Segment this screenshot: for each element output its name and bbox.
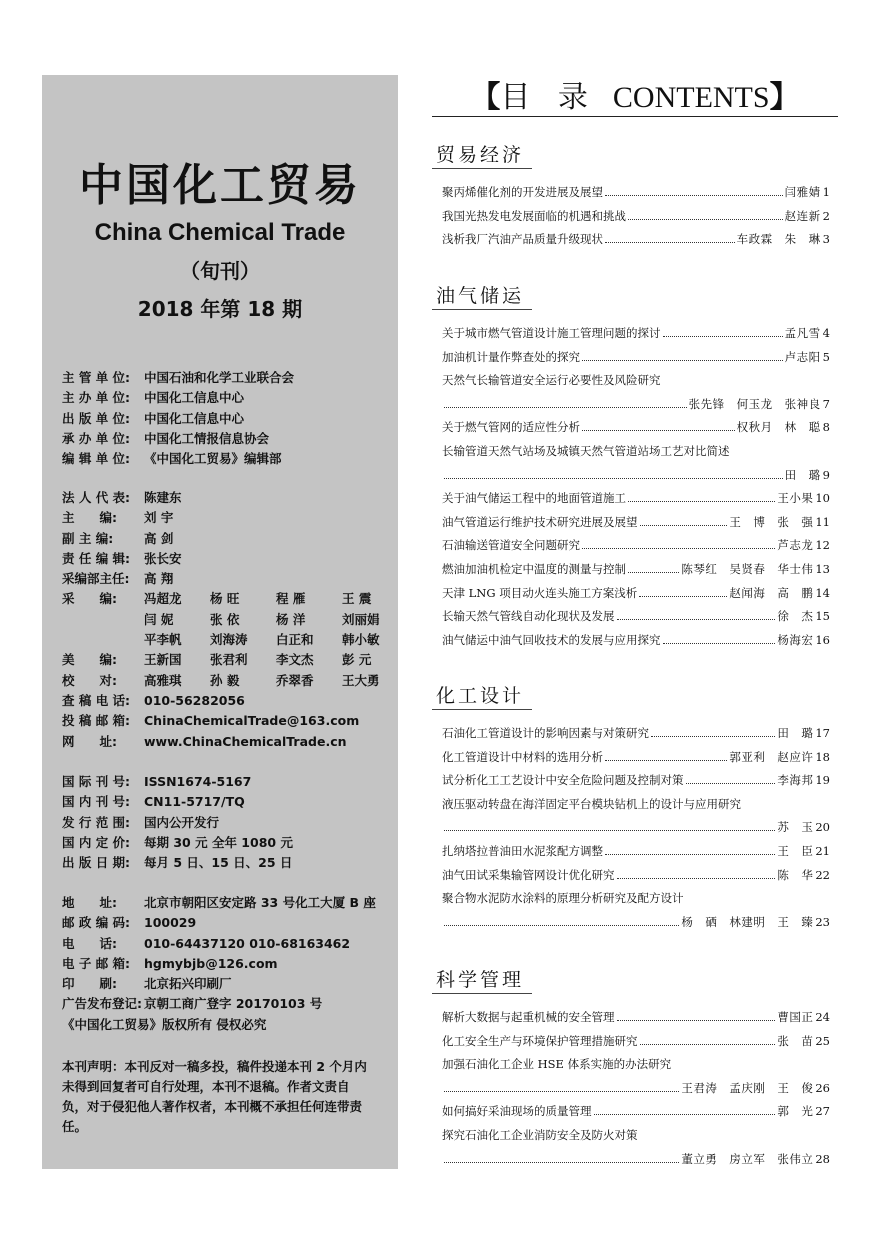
- toc-header-en: CONTENTS: [612, 81, 770, 114]
- staff-name: 乔翠香: [276, 672, 314, 688]
- toc-entry-page: 1: [822, 185, 830, 199]
- toc-entry-page: 8: [822, 420, 830, 435]
- info-label: 主 编:: [62, 510, 117, 526]
- staff-name: 张 依: [210, 611, 240, 627]
- info-label: 网 址:: [62, 733, 117, 749]
- info-value: 北京拓兴印刷厂: [144, 976, 232, 992]
- toc-entry[interactable]: [442, 419, 830, 439]
- leader-dots: [605, 186, 783, 196]
- leader-dots: [639, 587, 727, 597]
- section-underline: [432, 709, 532, 710]
- toc-entry-page: 19: [815, 773, 830, 788]
- toc-entry[interactable]: [442, 585, 830, 605]
- toc-entry[interactable]: [442, 843, 830, 863]
- toc-entry-page: 7: [822, 396, 830, 411]
- toc-entry-author: 苏 玉: [777, 820, 814, 835]
- leader-dots: [640, 1035, 776, 1045]
- info-row: [62, 1015, 386, 1035]
- info-row: [62, 569, 386, 589]
- staff-name: 杨 洋: [276, 611, 306, 627]
- toc-entry-page: 15: [815, 609, 830, 624]
- toc-entry-author: 张先锋 何玉龙 张神良: [688, 396, 821, 411]
- info-value: 010-64437120 010-68163462: [144, 935, 351, 951]
- toc-entry-author: 孟凡雪: [784, 326, 821, 340]
- leader-dots: [686, 774, 776, 784]
- info-row: [62, 549, 386, 569]
- toc-entry-title: 我国光热发电发展面临的机遇和挑战: [442, 208, 626, 223]
- info-value: 国内公开发行: [144, 814, 220, 830]
- leader-dots: [651, 727, 775, 737]
- info-row: [62, 368, 386, 388]
- toc-entry[interactable]: [442, 514, 830, 534]
- staff-name: 平李帆: [144, 632, 182, 648]
- toc-entry[interactable]: [442, 749, 830, 769]
- info-row: [62, 792, 386, 812]
- toc-entry-page: 12: [815, 538, 830, 553]
- toc-entry-page: 26: [815, 1080, 830, 1095]
- toc-entry-title[interactable]: 液压驱动转盘在海洋固定平台模块钻机上的设计与应用研究: [442, 796, 741, 811]
- section-title: 科学管理: [436, 969, 525, 991]
- staff-name: 彭 元: [342, 652, 372, 668]
- info-value: 中国石油和化学工业联合会: [144, 370, 295, 385]
- toc-entry-page: 18: [815, 749, 830, 764]
- toc-entry-title: 浅析我厂汽油产品质量升级现状: [442, 232, 603, 247]
- toc-entry-title: 加油机计量作弊查处的探究: [442, 349, 580, 364]
- info-label: 美 编:: [62, 652, 117, 668]
- toc-entry[interactable]: [442, 1151, 830, 1171]
- toc-entry-page: 9: [822, 467, 830, 482]
- info-value: ChinaChemicalTrade@163.com: [144, 713, 360, 729]
- info-value: 京朝工商广登字 20170103 号: [144, 996, 323, 1012]
- toc-entry[interactable]: [442, 208, 830, 228]
- info-row: [62, 488, 386, 508]
- toc-entry-title[interactable]: 探究石油化工企业消防安全及防火对策: [442, 1128, 638, 1142]
- info-label-spacer: [62, 630, 144, 650]
- info-label: 国 内 定 价:: [62, 834, 131, 850]
- magazine-frequency: （旬刊）: [180, 259, 260, 283]
- toc-entry-page: 10: [815, 491, 830, 506]
- info-label: 主 办 单 位:: [62, 390, 131, 406]
- leader-dots: [582, 351, 783, 361]
- bracket-left: 【: [470, 81, 501, 114]
- leader-dots: [444, 821, 775, 831]
- info-row: [62, 409, 386, 429]
- toc-entry-author: 董立勇 房立军 张伟立: [681, 1151, 814, 1166]
- info-value: 刘 宇: [144, 510, 174, 526]
- toc-entry-title: 解析大数据与起重机械的安全管理: [442, 1010, 615, 1024]
- info-row: [62, 954, 386, 974]
- info-label: 国 际 刊 号:: [62, 774, 131, 789]
- info-row: [62, 630, 386, 650]
- toc-entry-author: 郭 光: [777, 1104, 814, 1119]
- toc-entry-title: 关于油气储运工程中的地面管道施工: [442, 491, 626, 506]
- toc-entry[interactable]: [442, 349, 830, 369]
- toc-entry[interactable]: [442, 490, 830, 510]
- info-label: 出 版 日 期:: [62, 855, 131, 871]
- info-value: 每月 5 日、15 日、25 日: [144, 855, 293, 871]
- leader-dots: [628, 210, 783, 220]
- toc-entry[interactable]: [442, 608, 830, 628]
- info-row: [62, 610, 386, 630]
- info-label: 出 版 单 位:: [62, 410, 131, 426]
- toc-entry-author: 陈 华: [777, 867, 814, 882]
- toc-entry-title: 化工管道设计中材料的选用分析: [442, 749, 603, 764]
- staff-name: 李文杰: [276, 652, 314, 668]
- toc-entry[interactable]: [442, 914, 830, 934]
- staff-name: 韩小敏: [342, 632, 380, 648]
- staff-name: 冯超龙: [144, 591, 182, 607]
- toc-entry-page: 13: [815, 562, 830, 576]
- toc-entry-author: 杨 硒 林建明 王 臻: [681, 914, 814, 929]
- info-label: 责 任 编 辑:: [62, 550, 131, 566]
- info-value: hgmybjb@126.com: [144, 955, 278, 971]
- staff-name: 闫 妮: [144, 611, 174, 627]
- leader-dots: [582, 539, 775, 549]
- leader-dots: [444, 1153, 679, 1163]
- info-row: [62, 671, 386, 691]
- leader-dots: [617, 869, 776, 879]
- staff-name: 孙 毅: [210, 672, 240, 688]
- info-value: 010-56282056: [144, 692, 245, 708]
- toc-entry-page: 22: [815, 867, 830, 882]
- toc-header: [432, 72, 838, 116]
- toc-entry[interactable]: [442, 632, 830, 652]
- section-title: 贸易经济: [436, 144, 525, 166]
- leader-dots: [663, 634, 776, 644]
- staff-name: 刘丽娟: [342, 611, 380, 627]
- leader-dots: [628, 563, 679, 573]
- info-value: 每期 30 元 全年 1080 元: [144, 834, 293, 850]
- toc-divider: [432, 116, 838, 117]
- info-label: 国 内 刊 号:: [62, 794, 131, 810]
- toc-entry-title[interactable]: 长输管道天然气站场及城镇天然气管道站场工艺对比简述: [442, 444, 730, 458]
- info-label-spacer: [62, 610, 144, 630]
- staff-name: 刘海涛: [210, 632, 248, 648]
- info-label: 地 址:: [62, 895, 117, 910]
- toc-entry[interactable]: [442, 561, 830, 581]
- info-row: [62, 994, 386, 1014]
- bracket-right: 】: [769, 81, 800, 114]
- info-row: [62, 853, 386, 873]
- toc-entry-page: 16: [815, 632, 830, 647]
- toc-entry[interactable]: [442, 1080, 830, 1100]
- info-row: [62, 732, 386, 752]
- toc-entry-page: 20: [815, 820, 830, 835]
- toc-entry-title: 如何搞好采油现场的质量管理: [442, 1104, 592, 1119]
- toc-entry-page: 2: [822, 208, 830, 223]
- staff-name: 王大勇: [342, 672, 380, 688]
- info-value: [144, 589, 408, 609]
- info-value: 张长安: [144, 550, 182, 566]
- info-row: [62, 772, 386, 792]
- toc-entry-page: 11: [815, 514, 830, 529]
- toc-entry-title: 天津 LNG 项目动火连头施工方案浅析: [442, 585, 638, 600]
- info-value: ISSN1674-5167: [144, 774, 252, 789]
- info-value: 高 翔: [144, 571, 174, 587]
- leader-dots: [582, 421, 735, 431]
- info-row: [62, 711, 386, 731]
- publication-info: [62, 772, 386, 873]
- toc-entry-page: 17: [815, 726, 830, 740]
- toc-entry-page: 21: [815, 844, 830, 858]
- editorial-staff: [62, 488, 386, 752]
- info-value: 高 剑: [144, 530, 174, 546]
- info-value: 北京市朝阳区安定路 33 号化工大厦 B 座: [144, 895, 376, 910]
- magazine-title-en: China Chemical Trade: [94, 219, 346, 246]
- publisher-info: [62, 368, 386, 469]
- toc-entry[interactable]: [442, 325, 830, 345]
- leader-dots: [605, 845, 775, 855]
- info-label: 电 子 邮 箱:: [62, 955, 131, 971]
- toc-entry-page: 27: [815, 1104, 830, 1119]
- leader-dots: [628, 492, 775, 502]
- info-label: 邮 政 编 码:: [62, 915, 131, 931]
- info-value: 中国化工信息中心: [144, 410, 245, 426]
- info-value: 中国化工情报信息协会: [144, 430, 270, 446]
- toc-entry[interactable]: [442, 1009, 830, 1029]
- info-label: 副 主 编:: [62, 530, 114, 546]
- toc-entry-author: 徐 杰: [777, 609, 814, 624]
- section-underline: [432, 168, 532, 169]
- section-underline: [432, 993, 532, 994]
- toc-entry-page: 23: [815, 914, 830, 929]
- staff-name: 王 震: [342, 591, 372, 607]
- toc-entry-title: 石油输送管道安全问题研究: [442, 538, 580, 553]
- toc-entry-author: 赵连新: [784, 208, 821, 223]
- leader-dots: [444, 469, 783, 479]
- leader-dots: [605, 233, 735, 243]
- info-value: [144, 610, 408, 630]
- staff-name: 高雅琪: [144, 672, 182, 688]
- info-label: 承 办 单 位:: [62, 430, 131, 446]
- toc-entry-author: 王 臣: [777, 844, 814, 858]
- toc-entry-page: 3: [822, 232, 830, 247]
- toc-header-cn: 目 录: [500, 81, 598, 114]
- toc-entry-title: 聚丙烯催化剂的开发进展及展望: [442, 185, 603, 199]
- toc-entry-title: 扎纳塔拉普油田水泥浆配方调整: [442, 844, 603, 858]
- section-underline: [432, 309, 532, 310]
- toc-entry-title: 试分析化工工艺设计中安全危险问题及控制对策: [442, 773, 684, 788]
- info-label: 编 辑 单 位:: [62, 451, 131, 467]
- info-value: 中国化工信息中心: [144, 390, 245, 406]
- info-row: [62, 893, 386, 913]
- leader-dots: [605, 751, 727, 761]
- info-value: [144, 630, 408, 650]
- info-row: [62, 429, 386, 449]
- toc-entry-author: 李海邦: [777, 773, 814, 788]
- toc-entry-author: 闫雅婧: [784, 185, 821, 199]
- info-label: 法 人 代 表:: [62, 490, 131, 505]
- info-value: 《中国化工贸易》版权所有 侵权必究: [62, 1016, 267, 1032]
- info-label: 广告发布登记:: [62, 996, 142, 1012]
- info-value: [144, 671, 408, 691]
- section-title: 化工设计: [436, 685, 525, 707]
- info-row: [62, 589, 386, 609]
- toc-entry-title: 关于城市燃气管道设计施工管理问题的探讨: [442, 326, 661, 340]
- toc-entry-author: 权秋月 林 聪: [736, 420, 821, 435]
- leader-dots: [444, 1082, 679, 1092]
- contact-info: [62, 893, 386, 1035]
- toc-entry-author: 张 苗: [777, 1033, 814, 1048]
- leader-dots: [444, 398, 687, 408]
- toc-entry-page: 25: [815, 1033, 830, 1048]
- info-label: 主 管 单 位:: [62, 370, 131, 385]
- info-row: [62, 833, 386, 853]
- toc-entry-author: 田 璐: [784, 467, 821, 482]
- info-label: 校 对:: [62, 672, 117, 688]
- toc-entry-author: 车政霖 朱 琳: [736, 232, 821, 247]
- leader-dots: [663, 327, 783, 337]
- toc-entry-title[interactable]: 天然气长输管道安全运行必要性及风险研究: [442, 373, 661, 388]
- toc-entry[interactable]: [442, 867, 830, 887]
- toc-entry-title: 燃油加油机检定中温度的测量与控制: [442, 562, 626, 576]
- info-row: [62, 508, 386, 528]
- info-row: [62, 449, 386, 469]
- toc-entry-author: 王君涛 孟庆刚 王 俊: [681, 1080, 814, 1095]
- toc-entry-title: 石油化工管道设计的影响因素与对策研究: [442, 726, 649, 740]
- toc-entry-title[interactable]: 加强石油化工企业 HSE 体系实施的办法研究: [442, 1057, 672, 1072]
- info-label: 发 行 范 围:: [62, 814, 131, 830]
- toc-entry-author: 田 璐: [777, 726, 814, 740]
- info-label: 投 稿 邮 箱:: [62, 713, 131, 729]
- toc-entry-author: 王 博 张 强: [729, 514, 814, 529]
- magazine-issue: 2018 年第 18 期: [137, 297, 303, 321]
- toc-entry[interactable]: [442, 467, 830, 487]
- toc-entry[interactable]: [442, 772, 830, 792]
- toc-entry[interactable]: [442, 725, 830, 745]
- toc-entry[interactable]: [442, 1103, 830, 1123]
- toc-entry[interactable]: [442, 396, 830, 416]
- toc-entry-page: 28: [815, 1151, 830, 1166]
- toc-entry-author: 卢志阳: [784, 349, 821, 364]
- staff-name: 白正和: [276, 632, 314, 648]
- info-label: 采 编:: [62, 591, 117, 607]
- toc-entry-title: 油气管道运行维护技术研究进展及展望: [442, 514, 638, 529]
- toc-entry-page: 5: [822, 349, 830, 364]
- info-value: www.ChinaChemicalTrade.cn: [144, 733, 347, 749]
- leader-dots: [640, 516, 728, 526]
- leader-dots: [444, 916, 679, 926]
- info-row: [62, 388, 386, 408]
- toc-entry-title: 油气田试采集输管网设计优化研究: [442, 867, 615, 882]
- toc-entry-page: 4: [822, 326, 830, 340]
- leader-dots: [617, 610, 776, 620]
- toc-entry-title: 化工安全生产与环境保护管理措施研究: [442, 1033, 638, 1048]
- toc-entry-page: 24: [815, 1010, 830, 1024]
- toc-entry-author: 郭亚利 赵应许: [729, 749, 814, 764]
- toc-entry[interactable]: [442, 819, 830, 839]
- info-label: 查 稿 电 话:: [62, 692, 131, 708]
- toc-entry-author: 杨海宏: [777, 632, 814, 647]
- copyright-notice: 本刊声明：本刊反对一稿多投，稿件投递本刊 2 个月内未得到回复者可自行处理，本刊不退稿。作者文责自负，对于侵犯他人著作权者，本刊概不承担任何连带责任。: [62, 1059, 367, 1134]
- staff-name: 王新国: [144, 652, 182, 668]
- toc-entry[interactable]: [442, 231, 830, 251]
- magazine-title-cn: 中国化工贸易: [79, 160, 361, 211]
- toc-entry-title: 长输天然气管线自动化现状及发展: [442, 609, 615, 624]
- info-label: 电 话:: [62, 935, 117, 951]
- info-label: 印 刷:: [62, 976, 117, 992]
- staff-name: 程 雁: [276, 591, 306, 607]
- info-value: 陈建东: [144, 490, 182, 505]
- toc-entry-author: 陈琴红 吴贤春 华士伟: [681, 562, 814, 576]
- info-row: [62, 974, 386, 994]
- info-row: [62, 529, 386, 549]
- info-row: [62, 650, 386, 670]
- toc-entry-author: 王小果: [777, 491, 814, 506]
- info-row: [62, 691, 386, 711]
- toc-entry-page: 14: [815, 585, 830, 600]
- info-row: [62, 813, 386, 833]
- info-value: 《中国化工贸易》编辑部: [144, 451, 282, 467]
- toc-entry-author: 芦志龙: [777, 538, 814, 553]
- toc-entry[interactable]: [442, 1033, 830, 1053]
- toc-entry[interactable]: [442, 537, 830, 557]
- masthead-panel: [42, 75, 398, 1169]
- info-value: [144, 650, 408, 670]
- info-label: 采编部主任:: [62, 571, 130, 587]
- info-value: 100029: [144, 915, 197, 931]
- toc-entry-title: 关于燃气管网的适应性分析: [442, 420, 580, 435]
- staff-name: 杨 旺: [210, 591, 240, 607]
- toc-entry-author: 赵闻海 高 鹏: [729, 585, 814, 600]
- toc-entry-title: 油气储运中油气回收技术的发展与应用探究: [442, 632, 661, 647]
- leader-dots: [617, 1011, 776, 1021]
- info-row: [62, 934, 386, 954]
- section-title: 油气储运: [436, 285, 525, 307]
- toc-entry[interactable]: [442, 184, 830, 204]
- toc-entry-title[interactable]: 聚合物水泥防水涂料的原理分析研究及配方设计: [442, 891, 684, 906]
- info-row: [62, 913, 386, 933]
- info-value: CN11-5717/TQ: [144, 794, 245, 810]
- toc-entry-author: 曹国正: [777, 1010, 814, 1024]
- staff-name: 张君利: [210, 652, 248, 668]
- leader-dots: [594, 1105, 776, 1115]
